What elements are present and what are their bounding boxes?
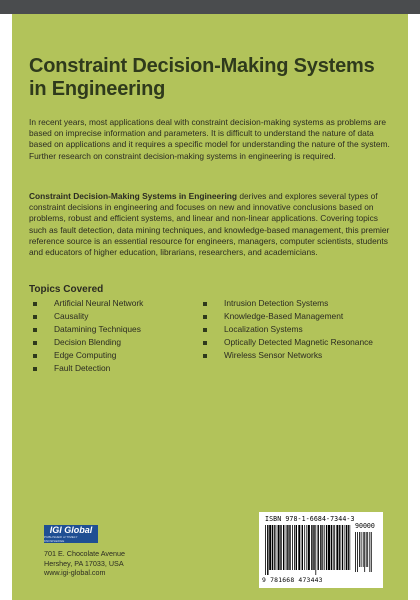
- paragraph-2-book-title: Constraint Decision-Making Systems in Engineering: [29, 191, 238, 201]
- barcode-bar: [287, 525, 288, 570]
- logo-tagline: PUBLISHER of TIMELY KNOWLEDGE: [44, 534, 78, 543]
- barcode-bar: [294, 525, 295, 570]
- barcode-bar: [366, 532, 367, 567]
- barcode-bar: [326, 525, 327, 570]
- publisher-website: www.igi-global.com: [44, 568, 106, 578]
- barcode-bar: [289, 525, 290, 570]
- barcode-bar: [346, 525, 347, 570]
- topic-item: Decision Blending: [33, 337, 183, 348]
- address-line-1: 701 E. Chocolate Avenue: [44, 549, 125, 558]
- description-paragraph-2: [29, 191, 391, 258]
- barcode-bar: [306, 525, 307, 570]
- barcode-bar: [272, 525, 273, 570]
- barcode-bar: [371, 532, 372, 572]
- barcode-bar: [315, 525, 316, 575]
- topic-item: Localization Systems: [203, 324, 373, 335]
- barcode-bar: [276, 525, 277, 570]
- barcode-bar: [369, 532, 370, 572]
- logo-name: IGI Global: [49, 524, 93, 535]
- barcode-bar: [283, 525, 284, 570]
- barcode-bar: [324, 525, 325, 570]
- isbn-barcode: [259, 512, 383, 588]
- barcode-bar: [286, 525, 287, 570]
- barcode-digits: 9 781668 473443: [262, 576, 323, 584]
- barcode-bar: [359, 532, 360, 567]
- description-paragraph-1: In recent years, most applications deal with constraint decision-making systems as problems are based on imprecise information and parameters. It is difficult to understand the nature of data based on applications and it requires a specific model for understanding the nature of the system. Further research on constraint decision-making systems in engineering is required.: [29, 117, 390, 161]
- barcode-bar: [367, 532, 368, 567]
- barcode-bar: [348, 525, 349, 570]
- publisher-logo: [44, 525, 98, 543]
- ean-barcode-bars: [265, 525, 351, 575]
- barcode-bar: [333, 525, 334, 570]
- barcode-bar: [302, 525, 303, 570]
- barcode-bar: [357, 532, 358, 572]
- barcode-bar: [318, 525, 319, 570]
- barcode-bar: [298, 525, 300, 570]
- barcode-bar: [355, 532, 356, 572]
- topic-item: Knowledge-Based Management: [203, 311, 373, 322]
- barcode-bar: [364, 532, 365, 572]
- barcode-bar: [336, 525, 338, 570]
- barcode-bar: [308, 525, 310, 570]
- top-bar: [0, 0, 420, 14]
- isbn-label: ISBN 978-1-6684-7344-3: [265, 515, 355, 523]
- barcode-bar: [267, 525, 268, 575]
- barcode-bar: [328, 525, 330, 570]
- barcode-addon: 90000: [355, 522, 375, 530]
- barcode-bar: [296, 525, 297, 570]
- barcode-bar: [278, 525, 280, 570]
- paragraph-2-text: derives and explores several types of constraint decisions in engineering and focuses on new and innovative conclusions based on problems, robust and efficient systems, and linear and non-linear applications. Covering topics such as fault detection, data mining techniques, and knowledge-based management, this premier reference source is an essential resource for engineers, managers, computer scientists, students and educators of higher education, librarians, researchers, and academicians.: [29, 191, 390, 258]
- topic-item: Edge Computing: [33, 350, 183, 361]
- topic-item: Datamining Techniques: [33, 324, 183, 335]
- topic-item: Optically Detected Magnetic Resonance: [203, 337, 373, 348]
- barcode-bar: [361, 532, 362, 567]
- barcode-bar: [363, 532, 364, 567]
- topics-heading: Topics Covered: [29, 284, 104, 295]
- barcode-bar: [342, 525, 343, 570]
- barcode-bar: [274, 525, 275, 570]
- book-title: Constraint Decision-Making Systems in Engineering: [29, 55, 375, 100]
- barcode-bar: [292, 525, 293, 570]
- topic-item: Artificial Neural Network: [33, 298, 183, 309]
- barcode-bar: [339, 525, 340, 570]
- barcode-bar: [322, 525, 323, 570]
- barcode-bar: [269, 525, 271, 570]
- addon-barcode-bars: [355, 532, 377, 572]
- barcode-bar: [320, 525, 321, 570]
- topic-item: Intrusion Detection Systems: [203, 298, 373, 309]
- publisher-address: [44, 549, 125, 578]
- barcode-bar: [280, 525, 281, 570]
- address-line-2: Hershey, PA 17033, USA: [44, 558, 124, 568]
- topics-list-left: [33, 298, 183, 377]
- topic-item: Fault Detection: [33, 363, 183, 374]
- barcode-bar: [334, 525, 335, 570]
- topics-list-right: [203, 298, 373, 363]
- barcode-bar: [304, 525, 305, 570]
- topic-item: Causality: [33, 311, 183, 322]
- barcode-bar: [331, 525, 332, 570]
- barcode-bar: [265, 525, 266, 575]
- barcode-bar: [313, 525, 314, 570]
- barcode-bar: [311, 525, 312, 570]
- topic-item: Wireless Sensor Networks: [203, 350, 373, 361]
- barcode-bar: [345, 525, 346, 570]
